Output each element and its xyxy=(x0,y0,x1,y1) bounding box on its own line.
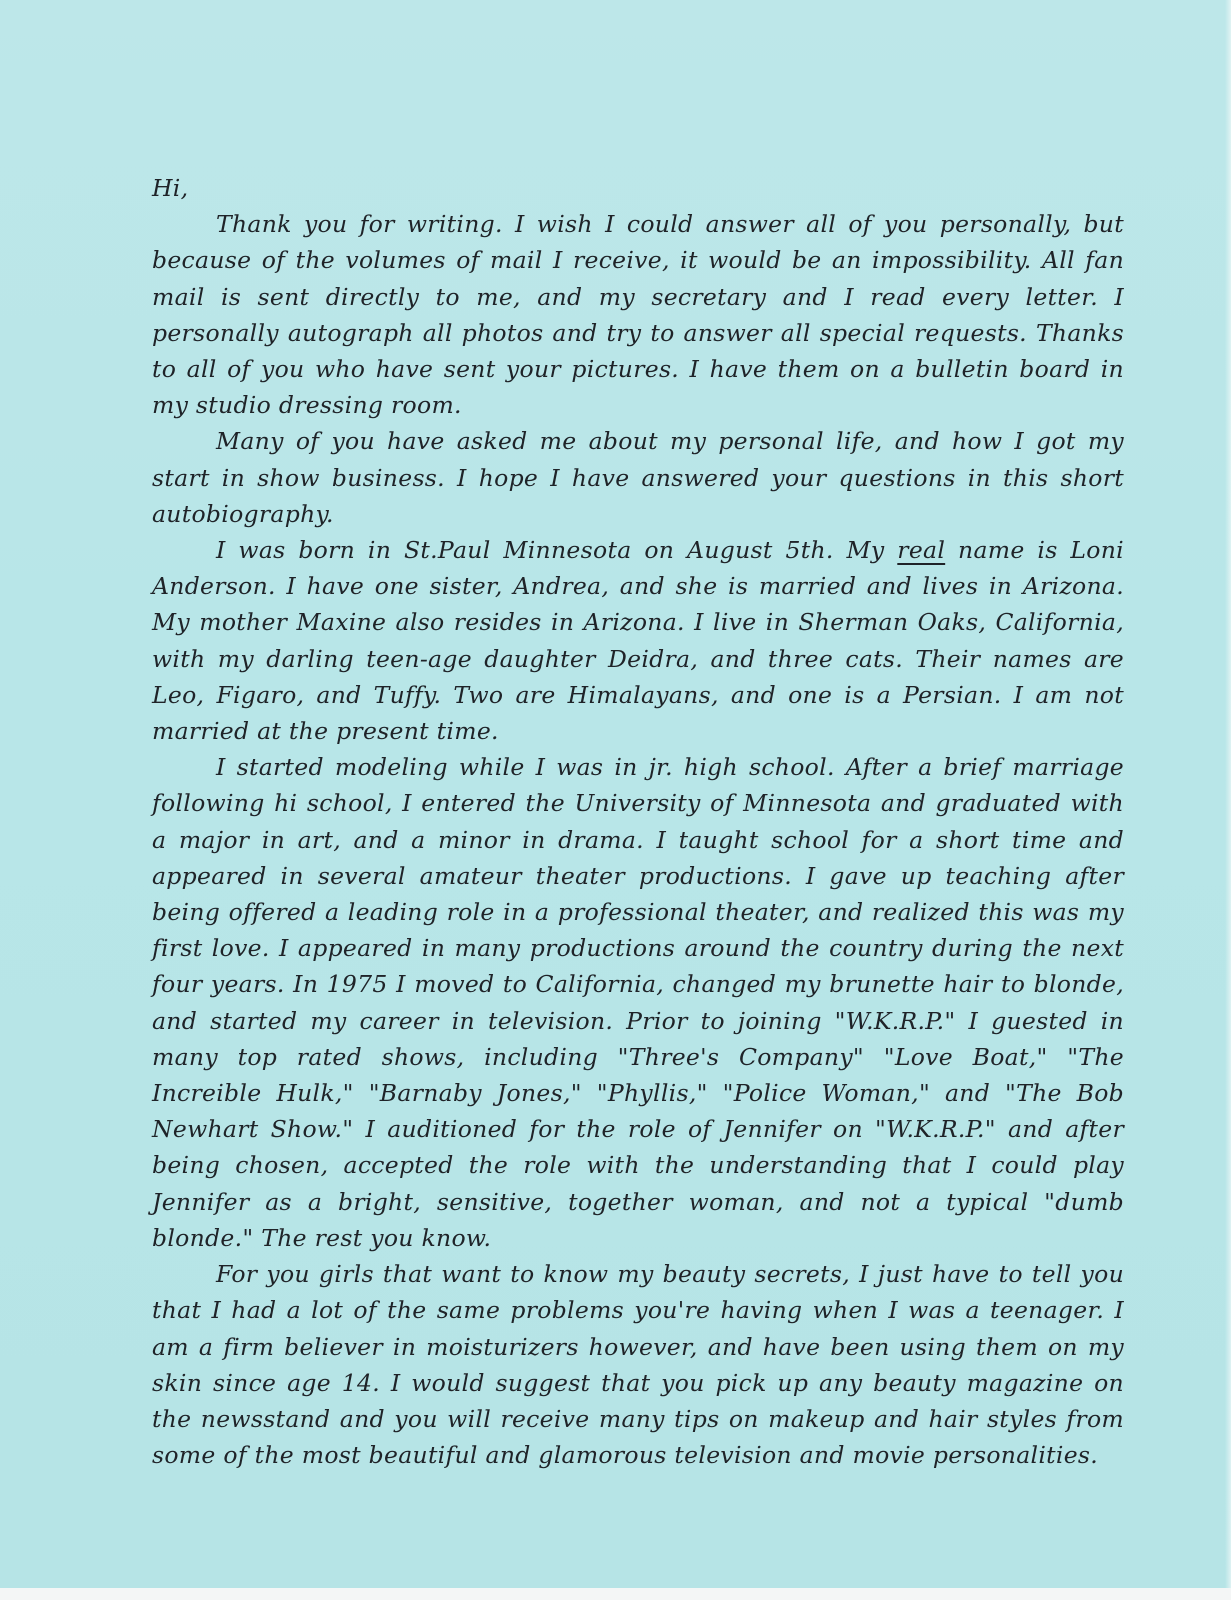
paragraph-beauty: For you girls that want to know my beauty secrets, I just have to tell you that I had a lot of the same problems you're having when I was a teenager. I am a firm believer in moisturizers however, and have been using them on my skin since age 14. I would suggest that you pick up any beauty magazine on the newsstand and you will receive many tips on makeup and hair styles from some of the most beautiful and glamorous television and movie personalities. xyxy=(152,1260,1124,1470)
letter-body xyxy=(152,170,1124,1473)
scan-bottom-margin xyxy=(0,1588,1231,1600)
paragraph-personal-part1: I was born in St.Paul Minnesota on August 5th. My xyxy=(216,536,898,565)
paragraph-thanks: Thank you for writing. I wish I could answer all of you personally, but because of the volumes of mail I receive, it would be an impossibility. All fan mail is sent directly to me, and my secretary and I read every letter. I personally autograph all photos and try to answer all special requests. Thanks to all of you who have sent your pictures. I have them on a bulletin board in my studio dressing room. xyxy=(152,210,1124,420)
paragraph-career: I started modeling while I was in jr. high school. After a brief marriage following hi school, I entered the University of Minnesota and graduated with a major in art, and a minor in drama. I taught school for a short time and appeared in several amateur theater productions. I gave up teaching after being offered a leading role in a professional theater, and realized this was my first love. I appeared in many productions around the country during the next four years. In 1975 I moved to California, changed my brunette hair to blonde, and started my career in television. Prior to joining "W.K.R.P." I guested in many top rated shows, including "Three's Company" "Love Boat," "The Increible Hulk," "Barnaby Jones," "Phyllis," "Police Woman," and "The Bob Newhart Show." I auditioned for the role of Jennifer on "W.K.R.P." and after being chosen, accepted the role with the understanding that I could play Jennifer as a bright, sensitive, together woman, and not a typical "dumb blonde." The rest you know. xyxy=(152,753,1124,1252)
underlined-word-real: real xyxy=(897,536,946,565)
paragraph-personal xyxy=(152,532,1124,749)
letter-greeting: Hi, xyxy=(152,174,189,202)
paper-right-edge xyxy=(1225,0,1231,1600)
paragraph-personal-part2: name is Loni Anderson. I have one sister, Andrea, and she is married and lives in Arizona. My mother Maxine also resides in Arizona. I live in Sherman Oaks, California, with my darling teen-age daughter Deidra, and three cats. Their names are Leo, Figaro, and Tuffy. Two are Himalayans, and one is a Persian. I am not married at the present time. xyxy=(152,536,1124,746)
paragraph-intro: Many of you have asked me about my personal life, and how I got my start in show business. I hope I have answered your questions in this short autobiography. xyxy=(152,427,1124,528)
